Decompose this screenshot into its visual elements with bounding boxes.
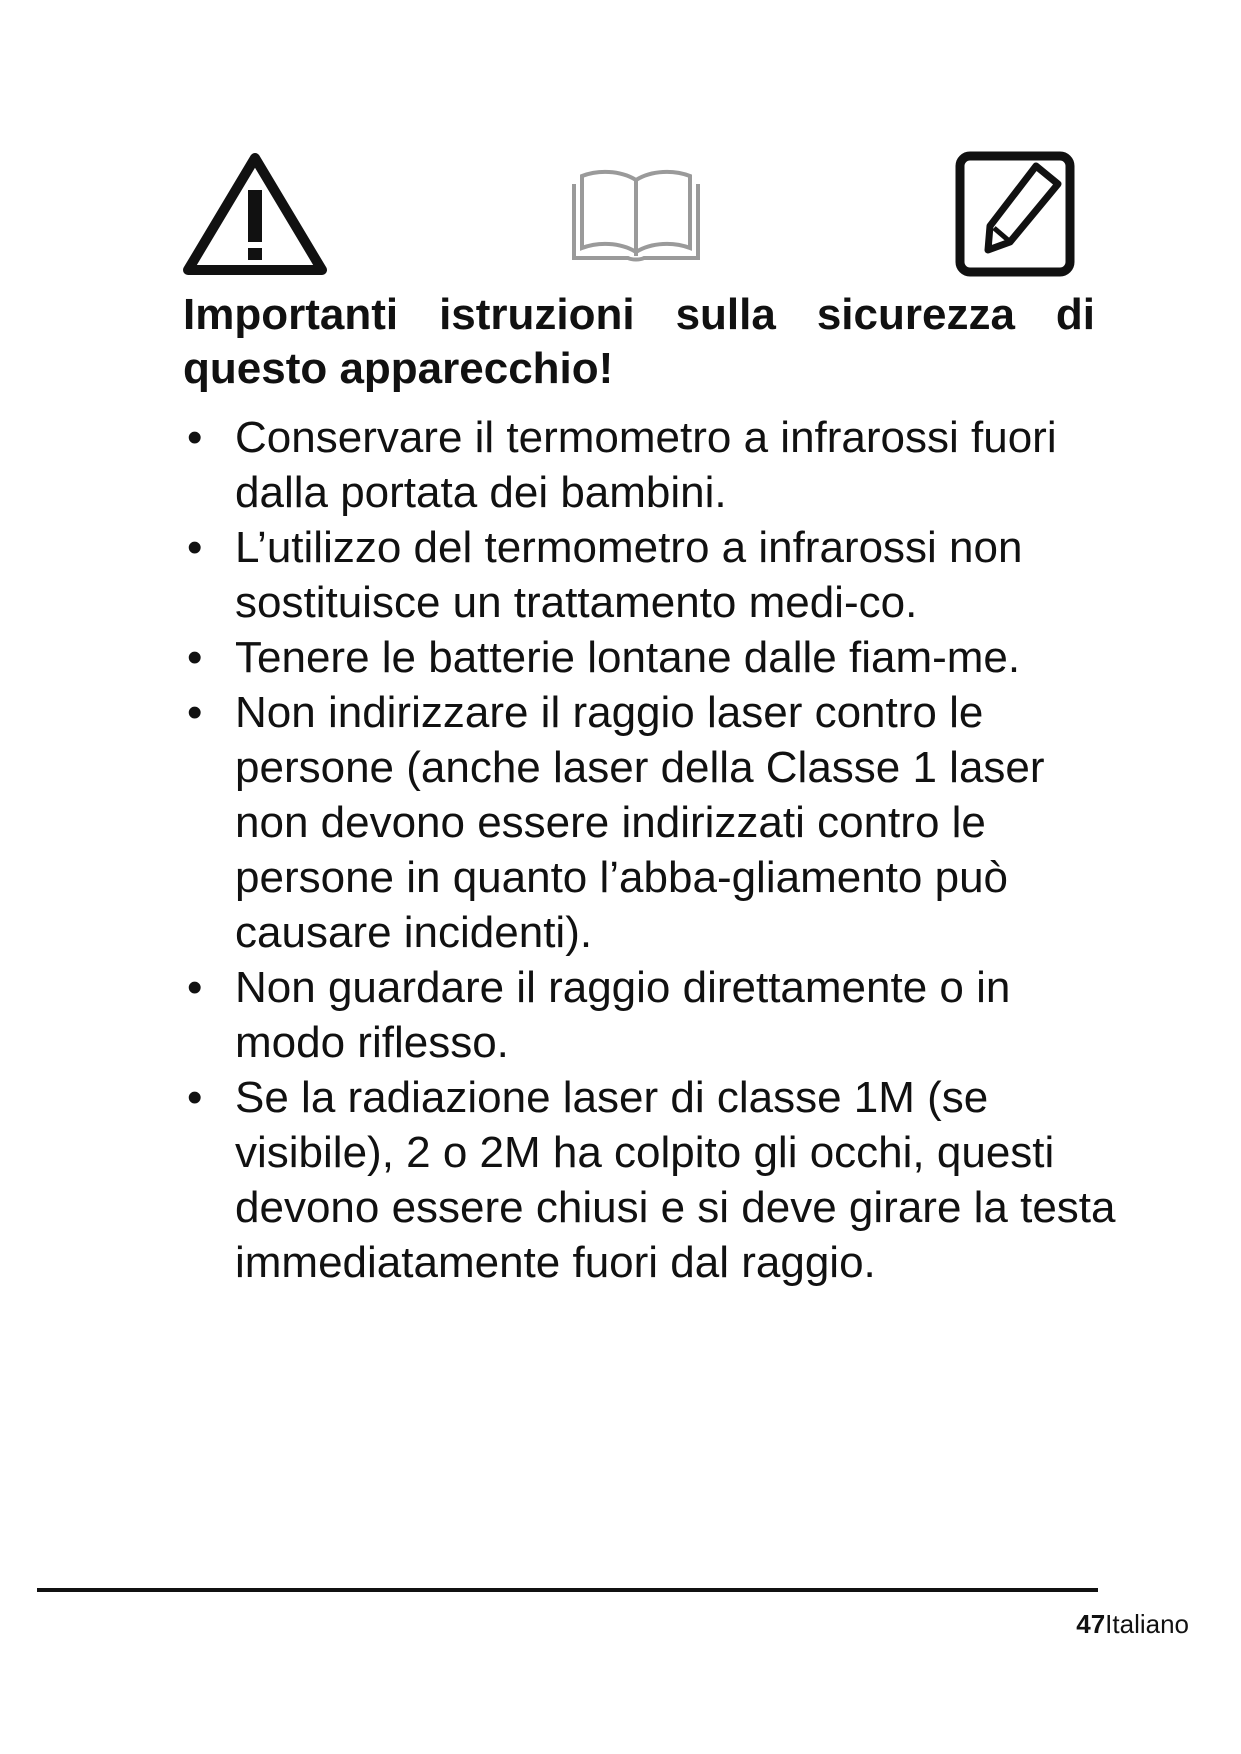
safety-icons-row xyxy=(180,150,1085,285)
warning-icon xyxy=(180,150,330,278)
footer-language: Italiano xyxy=(1105,1609,1189,1639)
page-title: Importanti istruzioni sulla sicurezza di questo apparecchio! xyxy=(183,290,1095,393)
rule-text: Non indirizzare il raggio laser contro le persone (anche laser della Classe 1 laser non devono essere indirizzati contro le persone in quanto l’abba-gliamento può causare incidenti). xyxy=(235,688,1045,957)
page-number: 47 xyxy=(1076,1609,1106,1639)
rule-text: L’utilizzo del termometro a infrarossi non sostituisce un trattamento medi-co. xyxy=(235,523,1023,627)
bullet-icon: • xyxy=(187,523,203,572)
list-item xyxy=(183,685,1123,960)
note-pencil-icon xyxy=(954,150,1076,278)
safety-rules-list xyxy=(183,410,1123,1290)
bullet-icon: • xyxy=(187,963,203,1012)
bullet-icon: • xyxy=(187,413,203,462)
list-item xyxy=(183,520,1123,630)
bullet-icon: • xyxy=(187,688,203,737)
rule-text: Conservare il termometro a infrarossi fuori dalla portata dei bambini. xyxy=(235,413,1057,517)
footer-divider xyxy=(37,1588,1098,1592)
page-footer xyxy=(1076,1608,1189,1640)
rule-text: Se la radiazione laser di classe 1M (se visibile), 2 o 2M ha colpito gli occhi, questi devono essere chiusi e si deve girare la testa immediatamente fuori dal raggio. xyxy=(235,1073,1116,1287)
bullet-icon: • xyxy=(187,1073,203,1122)
list-item xyxy=(183,630,1123,685)
list-item xyxy=(183,1070,1123,1290)
rule-text: Non guardare il raggio direttamente o in modo riflesso. xyxy=(235,963,1011,1067)
list-item xyxy=(183,960,1123,1070)
bullet-icon: • xyxy=(187,633,203,682)
rule-text: Tenere le batterie lontane dalle fiam-me. xyxy=(235,633,1021,682)
manual-book-icon xyxy=(568,166,704,266)
list-item xyxy=(183,410,1123,520)
